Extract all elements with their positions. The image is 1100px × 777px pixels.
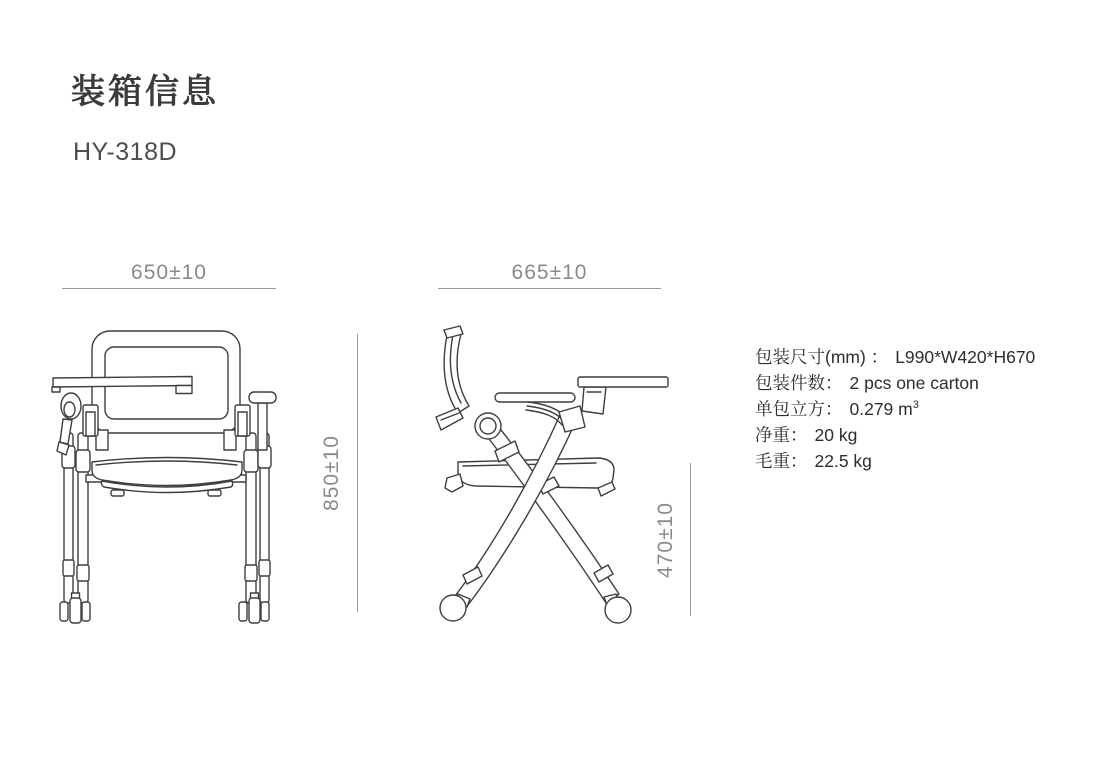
specs-list [755, 347, 1035, 477]
dimension-line [62, 288, 276, 289]
spec-value: 2 pcs one carton [849, 373, 979, 393]
dimension-line-vertical [357, 334, 358, 612]
spec-value: 22.5 kg [814, 451, 872, 471]
spec-row [755, 347, 1035, 367]
chair-side-view-drawing [428, 313, 673, 628]
spec-label: 包装尺寸(mm) ： [755, 347, 889, 367]
spec-label: 毛重： [755, 451, 808, 471]
model-code: HY-318D [73, 138, 178, 166]
spec-label: 净重： [755, 425, 808, 445]
dimension-line-vertical [690, 463, 691, 616]
dimension-seat-height-label: 470±10 [654, 502, 677, 578]
dimension-front-width [62, 261, 276, 289]
dimension-back-height-label: 850±10 [320, 435, 343, 511]
dimension-side-width-label: 665±10 [511, 261, 588, 284]
chair-front-view-drawing [50, 313, 285, 628]
dimension-front-width-label: 650±10 [131, 261, 207, 284]
spec-label: 包装件数： [755, 373, 843, 393]
spec-row [755, 373, 1035, 393]
spec-value: 0.279 $m^3$ [849, 399, 919, 419]
page-title: 装箱信息 [71, 73, 219, 111]
dimension-side-width [438, 261, 661, 289]
spec-row [755, 451, 1035, 471]
dimension-line [438, 288, 661, 289]
spec-label: 单包立方： [755, 399, 843, 419]
spec-value: 20 kg [814, 425, 858, 445]
spec-row [755, 399, 1035, 419]
spec-value: L990*W420*H670 [895, 347, 1036, 367]
spec-row [755, 425, 1035, 445]
